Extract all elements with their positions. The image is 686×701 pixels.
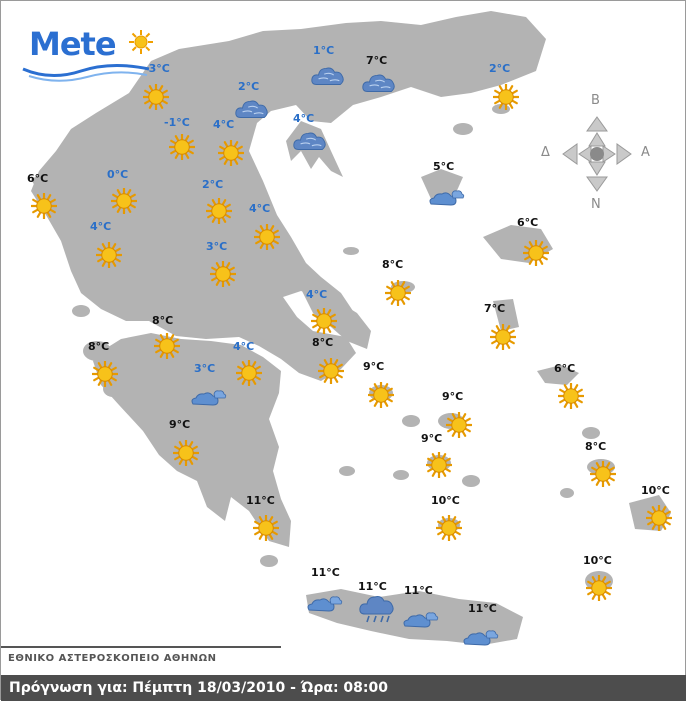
station-temperature: 8°C (88, 340, 110, 353)
compass-rose-icon (561, 115, 633, 193)
station-temperature: 4°C (293, 112, 315, 125)
station-temperature: 7°C (484, 302, 506, 315)
sun-icon (523, 240, 549, 270)
station-temperature: 2°C (202, 178, 224, 191)
sun-icon (318, 358, 344, 388)
station-temperature: 11°C (311, 566, 340, 579)
sun-icon (558, 383, 584, 413)
station-temperature: 3°C (206, 240, 228, 253)
sun-icon (31, 193, 57, 223)
station-temperature: 10°C (583, 554, 612, 567)
partly-cloudy-icon (403, 608, 439, 634)
cloud-icon (293, 128, 327, 158)
station-temperature: 8°C (312, 336, 334, 349)
station-temperature: 2°C (238, 80, 260, 93)
station-temperature: 8°C (382, 258, 404, 271)
station-temperature: 10°C (431, 494, 460, 507)
logo-sun-icon (128, 29, 154, 55)
partly-cloudy-icon (191, 386, 227, 412)
station-temperature: 9°C (421, 432, 443, 445)
cloud-icon (362, 70, 396, 100)
meteo-logo (21, 19, 161, 79)
partly-cloudy-icon (429, 186, 465, 212)
sun-icon (590, 461, 616, 491)
station-temperature: 10°C (641, 484, 670, 497)
station-temperature: 11°C (246, 494, 275, 507)
station-temperature: 6°C (554, 362, 576, 375)
rain-cloud-icon (359, 594, 397, 630)
partly-cloudy-icon (307, 592, 343, 618)
sun-icon (111, 188, 137, 218)
station-temperature: 9°C (169, 418, 191, 431)
sun-icon (92, 361, 118, 391)
compass (541, 93, 650, 215)
observatory-label: ΕΘΝΙΚΟ ΑΣΤΕΡΟΣΚΟΠΕΙΟ ΑΘΗΝΩΝ (8, 653, 217, 664)
station-temperature: 11°C (358, 580, 387, 593)
forecast-bar (1, 675, 686, 701)
partly-cloudy-icon (463, 626, 499, 652)
sun-icon (254, 224, 280, 254)
compass-east: Α (641, 145, 650, 160)
logo-wave-icon (21, 63, 151, 83)
sun-icon (385, 280, 411, 310)
sun-icon (493, 84, 519, 114)
sun-icon (253, 515, 279, 545)
sun-icon (169, 134, 195, 164)
station-temperature: 2°C (489, 62, 511, 75)
footer-divider (1, 646, 281, 648)
cloud-icon (311, 63, 345, 93)
station-temperature: 3°C (194, 362, 216, 375)
station-temperature: 6°C (27, 172, 49, 185)
logo-text: Mete (29, 25, 116, 63)
sun-icon (173, 440, 199, 470)
sun-icon (154, 333, 180, 363)
station-temperature: 4°C (90, 220, 112, 233)
sun-icon (426, 452, 452, 482)
sun-icon (490, 324, 516, 354)
station-temperature: 11°C (468, 602, 497, 615)
compass-north: Β (591, 93, 600, 108)
station-temperature: 8°C (152, 314, 174, 327)
sun-icon (446, 412, 472, 442)
compass-west: Δ (541, 145, 550, 160)
sun-icon (143, 84, 169, 114)
station-temperature: 11°C (404, 584, 433, 597)
sun-icon (96, 242, 122, 272)
cloud-icon (235, 96, 269, 126)
station-temperature: -1°C (164, 116, 190, 129)
sun-icon (210, 261, 236, 291)
station-temperature: 9°C (363, 360, 385, 373)
forecast-date-label: Πρόγνωση για: Πέμπτη 18/03/2010 - Ώρα: 08:00 (9, 680, 388, 696)
station-temperature: 4°C (249, 202, 271, 215)
station-temperature: 4°C (306, 288, 328, 301)
station-temperature: 5°C (433, 160, 455, 173)
sun-icon (311, 308, 337, 338)
station-temperature: -3°C (144, 62, 170, 75)
compass-south: Ν (591, 197, 601, 212)
sun-icon (646, 505, 672, 535)
station-temperature: 4°C (213, 118, 235, 131)
sun-icon (436, 515, 462, 545)
sun-icon (218, 140, 244, 170)
sun-icon (586, 575, 612, 605)
station-temperature: 1°C (313, 44, 335, 57)
station-temperature: 9°C (442, 390, 464, 403)
station-temperature: 7°C (366, 54, 388, 67)
sun-icon (236, 360, 262, 390)
station-temperature: 6°C (517, 216, 539, 229)
sun-icon (368, 382, 394, 412)
station-temperature: 0°C (107, 168, 129, 181)
station-temperature: 8°C (585, 440, 607, 453)
station-temperature: 4°C (233, 340, 255, 353)
sun-icon (206, 198, 232, 228)
